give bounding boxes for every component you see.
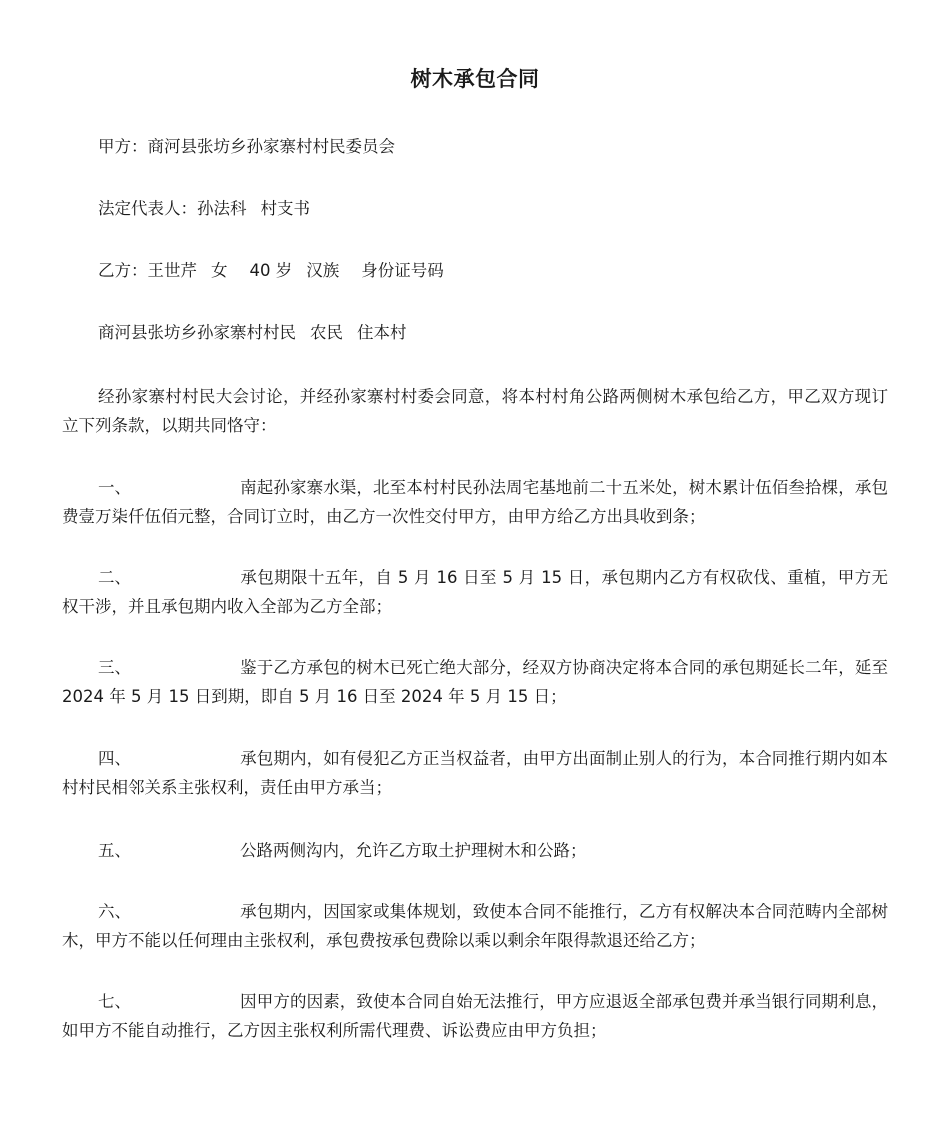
clause-text: 因甲方的因素，致使本合同自始无法推行，甲方应退返全部承包费并承当银行同期利息，如甲方不能自动推行，乙方因主张权利所需代理费、诉讼费应由甲方负担； xyxy=(62,992,888,1040)
clause-number: 二、 xyxy=(98,568,131,587)
clause-text: 鉴于乙方承包的树木已死亡绝大部分，经双方协商决定将本合同的承包期延长二年，延至 2024 年 5 月 15 日到期，即自 5 月 16 日至 2024 年 5 月 15 日； xyxy=(62,658,888,706)
representative-line xyxy=(62,194,888,223)
clause-text: 承包期限十五年，自 5 月 16 日至 5 月 15 日，承包期内乙方有权砍伐、重植，甲方无权干涉，并且承包期内收入全部为乙方全部； xyxy=(62,568,888,616)
representative-position: 村支书 xyxy=(260,199,310,218)
clause-number: 五、 xyxy=(98,841,131,860)
party-b-ethnicity: 汉族 xyxy=(306,261,340,280)
representative-label: 法定代表人： xyxy=(98,199,197,218)
representative-name: 孙法科 xyxy=(197,199,247,218)
party-a-line xyxy=(62,132,888,161)
clause-5 xyxy=(62,836,888,865)
party-a-label: 甲方： xyxy=(98,137,148,156)
clause-3 xyxy=(62,653,888,711)
party-b-line xyxy=(62,256,888,285)
party-b-id-label: 身份证号码 xyxy=(361,261,444,280)
clause-number: 三、 xyxy=(98,658,131,677)
party-b-age: 40 岁 xyxy=(249,261,293,280)
clause-2 xyxy=(62,563,888,621)
clause-4 xyxy=(62,744,888,802)
party-b-label: 乙方： xyxy=(98,261,148,280)
document-page xyxy=(62,0,888,1129)
party-b-place: 商河县张坊乡孙家寨村村民 xyxy=(98,323,296,342)
clause-number: 一、 xyxy=(98,478,131,497)
clause-6 xyxy=(62,897,888,955)
party-b-name: 王世芹 xyxy=(147,261,197,280)
clause-7 xyxy=(62,987,888,1045)
party-b-occupation: 农民 xyxy=(310,323,343,342)
party-b-residence: 住本村 xyxy=(357,323,407,342)
clause-text: 南起孙家寨水渠，北至本村村民孙法周宅基地前二十五米处，树木累计伍佰叁拾棵，承包费壹万柒仟伍佰元整，合同订立时，由乙方一次性交付甲方，由甲方给乙方出具收到条； xyxy=(62,478,888,526)
party-a-name: 商河县张坊乡孙家寨村村民委员会 xyxy=(147,137,395,156)
clause-1 xyxy=(62,473,888,531)
document-title: 树木承包合同 xyxy=(410,67,540,91)
clause-text: 公路两侧沟内，允许乙方取土护理树木和公路； xyxy=(240,841,587,860)
party-b-gender: 女 xyxy=(211,261,228,280)
party-b-address-line xyxy=(62,318,888,347)
clause-number: 六、 xyxy=(98,902,131,921)
clause-number: 七、 xyxy=(98,992,131,1011)
preamble-paragraph: 经孙家寨村村民大会讨论，并经孙家寨村村委会同意，将本村村角公路两侧树木承包给乙方，甲乙双方现订立下列条款，以期共同恪守： xyxy=(62,387,888,435)
clause-text: 承包期内，因国家或集体规划，致使本合同不能推行，乙方有权解决本合同范畴内全部树木，甲方不能以任何理由主张权利，承包费按承包费除以乘以剩余年限得款退还给乙方； xyxy=(62,902,888,950)
clause-number: 四、 xyxy=(98,749,131,768)
clause-text: 承包期内，如有侵犯乙方正当权益者，由甲方出面制止别人的行为，本合同推行期内如本村村民相邻关系主张权利，责任由甲方承当； xyxy=(62,749,888,797)
